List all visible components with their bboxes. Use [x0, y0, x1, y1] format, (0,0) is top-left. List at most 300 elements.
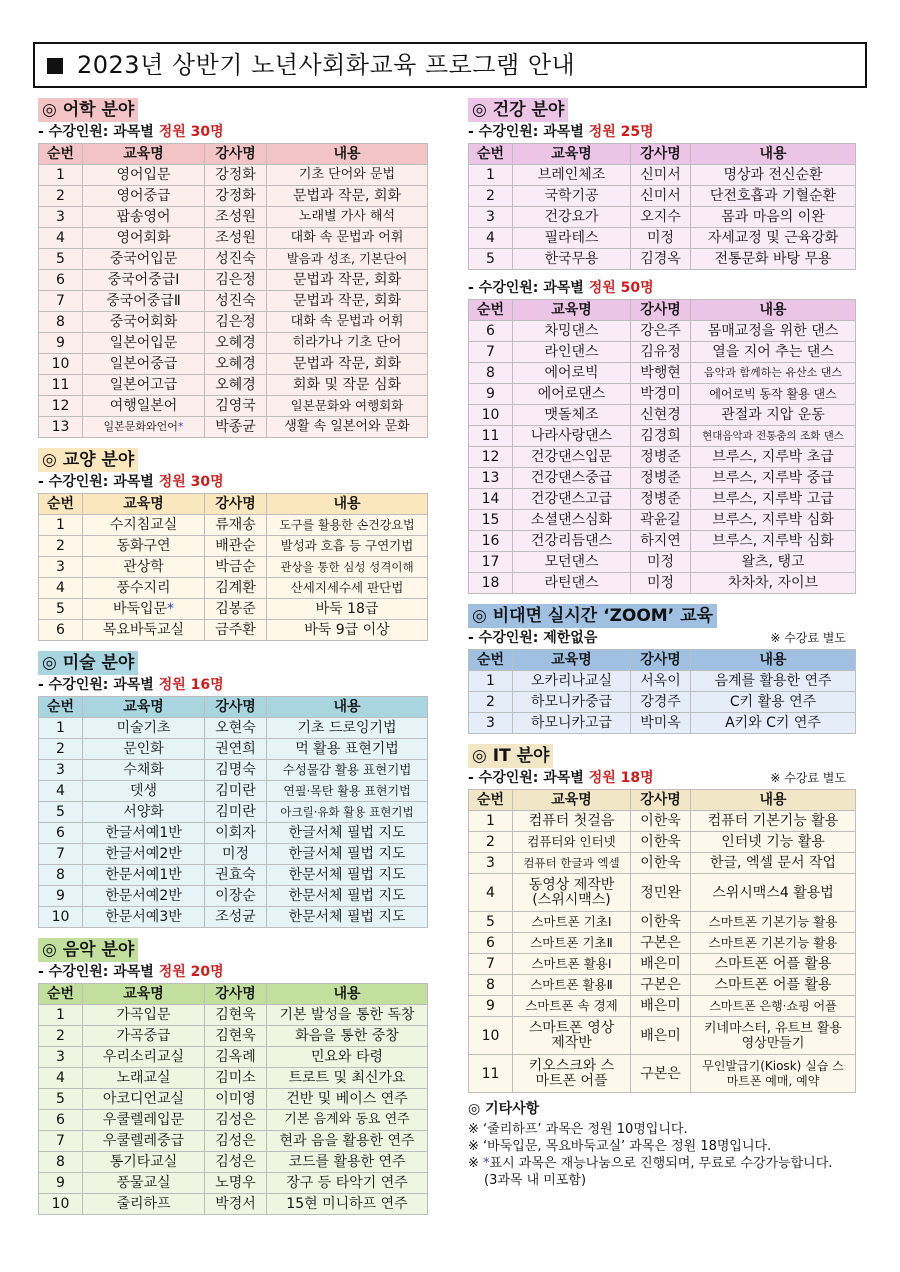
course-content: 브루스, 지루박 심화	[691, 510, 856, 531]
row-number: 4	[39, 1068, 83, 1089]
row-number: 5	[39, 802, 83, 823]
course-name: 필라테스	[513, 228, 631, 249]
course-name: 라틴댄스	[513, 573, 631, 594]
teacher-name: 김성은	[205, 1131, 267, 1152]
right-column	[468, 96, 856, 1189]
table-row	[469, 832, 856, 853]
course-content: 브루스, 지루박 중급	[691, 468, 856, 489]
teacher-name: 신미서	[631, 165, 691, 186]
teacher-name: 배관순	[205, 536, 267, 557]
table-row	[469, 165, 856, 186]
teacher-name: 이장순	[205, 886, 267, 907]
teacher-name: 배은미	[631, 1017, 691, 1055]
enrollment-label: - 수강인원: 과목별	[38, 474, 154, 490]
teacher-name: 하지연	[631, 531, 691, 552]
course-content: 스마트폰 기본기능 활용	[691, 933, 856, 954]
section-music	[38, 936, 428, 1215]
section-title: ◎ 미술 분야	[38, 651, 138, 675]
table-row	[39, 312, 428, 333]
row-number: 4	[39, 228, 83, 249]
course-content: 기초 드로잉기법	[267, 718, 428, 739]
course-name: 우쿨렐레중급	[83, 1131, 205, 1152]
row-number: 9	[469, 996, 513, 1017]
row-number: 14	[469, 489, 513, 510]
teacher-name: 이한욱	[631, 832, 691, 853]
enrollment-info	[468, 768, 856, 789]
row-number: 7	[39, 844, 83, 865]
course-content	[691, 1055, 856, 1093]
course-content: 기본 발성을 통한 독창	[267, 1005, 428, 1026]
row-number: 3	[39, 760, 83, 781]
teacher-name: 김유정	[631, 342, 691, 363]
header-teacher: 강사명	[205, 494, 267, 515]
misc-mark: ※	[468, 1156, 479, 1171]
row-number: 4	[469, 228, 513, 249]
star-icon: *	[167, 601, 175, 617]
table-row	[39, 1173, 428, 1194]
health-table	[468, 299, 856, 594]
row-number: 2	[469, 692, 513, 713]
course-name-text: 바둑입문	[112, 601, 168, 617]
table-header-row	[469, 790, 856, 811]
star-icon: *	[483, 1156, 490, 1171]
row-number: 2	[39, 1026, 83, 1047]
course-name: 스마트폰 기초Ⅰ	[513, 912, 631, 933]
row-number: 5	[39, 249, 83, 270]
table-row	[469, 1017, 856, 1055]
course-name	[513, 874, 631, 912]
course-content: 기초 단어와 문법	[267, 165, 428, 186]
header-course: 교육명	[513, 300, 631, 321]
row-number: 3	[39, 207, 83, 228]
row-number: 11	[469, 1055, 513, 1093]
teacher-name: 김명숙	[205, 760, 267, 781]
row-number: 1	[469, 811, 513, 832]
teacher-name: 구본은	[631, 933, 691, 954]
teacher-name: 김은정	[205, 312, 267, 333]
teacher-name: 박경미	[631, 384, 691, 405]
course-name: 가곡중급	[83, 1026, 205, 1047]
course-name: 일본어중급	[83, 354, 205, 375]
course-content: 노래별 가사 해석	[267, 207, 428, 228]
table-row	[469, 468, 856, 489]
enrollment-info	[38, 675, 428, 696]
row-number: 6	[469, 321, 513, 342]
teacher-name: 정병준	[631, 489, 691, 510]
row-number: 3	[39, 1047, 83, 1068]
row-number: 10	[469, 405, 513, 426]
table-row	[39, 1047, 428, 1068]
teacher-name: 성진숙	[205, 291, 267, 312]
course-name: 영어입문	[83, 165, 205, 186]
row-number: 16	[469, 531, 513, 552]
section-lang	[38, 96, 428, 438]
misc-notes	[468, 1101, 856, 1189]
table-row	[39, 417, 428, 438]
course-name: 관상학	[83, 557, 205, 578]
course-content: 기본 음계와 동요 연주	[267, 1110, 428, 1131]
table-row	[39, 802, 428, 823]
course-content: 스마트폰 은행·쇼핑 어플	[691, 996, 856, 1017]
table-row	[39, 718, 428, 739]
row-number: 7	[39, 291, 83, 312]
teacher-name: 김영국	[205, 396, 267, 417]
fee-note: ※ 수강료 별도	[770, 631, 846, 645]
teacher-name: 박미옥	[631, 713, 691, 734]
course-content: 화음을 통한 중창	[267, 1026, 428, 1047]
teacher-name: 오현숙	[205, 718, 267, 739]
row-number: 7	[469, 342, 513, 363]
table-row	[39, 781, 428, 802]
row-number: 8	[39, 865, 83, 886]
row-number: 8	[469, 975, 513, 996]
teacher-name: 정민완	[631, 874, 691, 912]
table-row	[39, 291, 428, 312]
course-content: 관절과 지압 운동	[691, 405, 856, 426]
course-name: 중국어회화	[83, 312, 205, 333]
course-name: 건강댄스중급	[513, 468, 631, 489]
course-name: 스마트폰 활용Ⅰ	[513, 954, 631, 975]
table-header-row	[469, 650, 856, 671]
enrollment-info	[468, 628, 856, 649]
misc-title: ◎ 기타사항	[468, 1101, 540, 1117]
teacher-name: 김미소	[205, 1068, 267, 1089]
teacher-name: 김현욱	[205, 1026, 267, 1047]
capacity-value: 정원 16명	[158, 677, 224, 693]
table-row	[39, 1026, 428, 1047]
table-row	[39, 375, 428, 396]
course-content: 스위시맥스4 활용법	[691, 874, 856, 912]
course-content: 브루스, 지루박 고급	[691, 489, 856, 510]
table-row	[39, 354, 428, 375]
course-content: 일본문화와 여행회화	[267, 396, 428, 417]
row-number: 10	[39, 1194, 83, 1215]
row-number: 4	[469, 874, 513, 912]
row-number: 12	[39, 396, 83, 417]
row-number: 8	[39, 1152, 83, 1173]
teacher-name: 박금순	[205, 557, 267, 578]
table-row	[469, 912, 856, 933]
header-no: 순번	[469, 650, 513, 671]
course-name: 영어회화	[83, 228, 205, 249]
health-table	[468, 143, 856, 270]
table-row	[469, 342, 856, 363]
course-content: 대화 속 문법과 어휘	[267, 312, 428, 333]
course-content: 에어로빅 동작 활용 댄스	[691, 384, 856, 405]
table-row	[39, 249, 428, 270]
course-name: 한문서예3반	[83, 907, 205, 928]
table-row	[39, 536, 428, 557]
table-row	[469, 207, 856, 228]
row-number: 6	[39, 823, 83, 844]
course-name: 하모니카고급	[513, 713, 631, 734]
course-name: 동화구연	[83, 536, 205, 557]
square-bullet-icon	[47, 58, 63, 74]
table-row	[39, 886, 428, 907]
enrollment-info	[38, 472, 428, 493]
course-name: 에어로댄스	[513, 384, 631, 405]
course-name: 우리소리교실	[83, 1047, 205, 1068]
row-number: 9	[39, 333, 83, 354]
table-row	[469, 811, 856, 832]
row-number: 5	[39, 1089, 83, 1110]
teacher-name: 미정	[631, 228, 691, 249]
course-content: 몸과 마음의 이완	[691, 207, 856, 228]
course-name: 중국어중급Ⅱ	[83, 291, 205, 312]
teacher-name: 박경서	[205, 1194, 267, 1215]
course-name: 컴퓨터 첫걸음	[513, 811, 631, 832]
enrollment-info	[468, 122, 856, 143]
row-number: 10	[39, 354, 83, 375]
row-number: 7	[39, 1131, 83, 1152]
course-content: 수성물감 활용 표현기법	[267, 760, 428, 781]
table-row	[39, 578, 428, 599]
course-content: 도구를 활용한 손건강요법	[267, 515, 428, 536]
teacher-name: 미정	[631, 552, 691, 573]
course-content: 민요와 타령	[267, 1047, 428, 1068]
table-row	[39, 557, 428, 578]
teacher-name: 미정	[205, 844, 267, 865]
capacity-value: 정원 30명	[158, 124, 224, 140]
cell-text: 동영상 제작반 (스위시맥스)	[528, 876, 615, 908]
teacher-name: 조성원	[205, 228, 267, 249]
course-content: 열을 지어 추는 댄스	[691, 342, 856, 363]
table-header-row	[39, 697, 428, 718]
teacher-name: 김계환	[205, 578, 267, 599]
course-name: 소셜댄스심화	[513, 510, 631, 531]
teacher-name: 김은정	[205, 270, 267, 291]
capacity-value: 정원 20명	[158, 964, 224, 980]
enrollment-label: - 수강인원: 과목별	[38, 677, 154, 693]
row-number: 2	[39, 739, 83, 760]
teacher-name: 김미란	[205, 802, 267, 823]
course-content: 한글, 엑셀 문서 작업	[691, 853, 856, 874]
row-number: 4	[39, 578, 83, 599]
course-content: 히라가나 기초 단어	[267, 333, 428, 354]
row-number: 12	[469, 447, 513, 468]
table-row	[469, 954, 856, 975]
header-teacher: 강사명	[205, 697, 267, 718]
course-name: 문인화	[83, 739, 205, 760]
course-content: 현과 음을 활용한 연주	[267, 1131, 428, 1152]
header-teacher: 강사명	[205, 144, 267, 165]
header-course: 교육명	[513, 790, 631, 811]
row-number: 6	[39, 270, 83, 291]
course-name-text: 일본문화와언어	[103, 420, 178, 433]
teacher-name: 성진숙	[205, 249, 267, 270]
table-row	[469, 692, 856, 713]
course-content: 현대음악과 전통춤의 조화 댄스	[691, 426, 856, 447]
row-number: 11	[39, 375, 83, 396]
course-name: 목요바둑교실	[83, 620, 205, 641]
teacher-name: 권연희	[205, 739, 267, 760]
course-name: 뎃생	[83, 781, 205, 802]
section-culture	[38, 446, 428, 641]
course-name	[83, 599, 205, 620]
teacher-name: 구본은	[631, 1055, 691, 1093]
section-art	[38, 649, 428, 928]
teacher-name: 김경옥	[631, 249, 691, 270]
row-number: 10	[39, 907, 83, 928]
table-row	[469, 510, 856, 531]
teacher-name: 이한욱	[631, 811, 691, 832]
table-row	[39, 1194, 428, 1215]
row-number: 8	[469, 363, 513, 384]
cell-text: 키오스크와 스마트폰 어플	[528, 1057, 615, 1089]
course-content: 산세지세수세 판단법	[267, 578, 428, 599]
table-header-row	[39, 494, 428, 515]
table-header-row	[39, 144, 428, 165]
course-name: 풍물교실	[83, 1173, 205, 1194]
row-number: 3	[469, 853, 513, 874]
course-name: 나라사랑댄스	[513, 426, 631, 447]
course-name: 서양화	[83, 802, 205, 823]
table-row	[39, 1152, 428, 1173]
course-content: 건반 및 베이스 연주	[267, 1089, 428, 1110]
table-row	[469, 228, 856, 249]
course-name: 일본어고급	[83, 375, 205, 396]
course-name: 한글서예2반	[83, 844, 205, 865]
course-content: 문법과 작문, 회화	[267, 186, 428, 207]
misc-line-1: ※ ‘줄리하프’ 과목은 정원 10명입니다.	[468, 1122, 688, 1137]
teacher-name: 정병준	[631, 468, 691, 489]
table-row	[39, 1089, 428, 1110]
enrollment-label: - 수강인원: 과목별	[38, 964, 154, 980]
misc-line-2: ※ ‘바둑입문, 목요바둑교실’ 과목은 정원 18명입니다.	[468, 1139, 772, 1154]
course-name: 풍수지리	[83, 578, 205, 599]
capacity-value: 정원 30명	[158, 474, 224, 490]
course-content: 장구 등 타악기 연주	[267, 1173, 428, 1194]
row-number: 13	[469, 468, 513, 489]
course-name: 한문서예1반	[83, 865, 205, 886]
header-no: 순번	[469, 300, 513, 321]
section-zoom	[468, 602, 856, 734]
course-content: C키 활용 연주	[691, 692, 856, 713]
row-number: 2	[39, 186, 83, 207]
course-content: 인터넷 기능 활용	[691, 832, 856, 853]
course-content: 왈츠, 탱고	[691, 552, 856, 573]
table-row	[39, 207, 428, 228]
teacher-name: 오혜경	[205, 354, 267, 375]
enrollment-label: - 수강인원: 과목별	[468, 124, 584, 140]
course-content: 코드를 활용한 연주	[267, 1152, 428, 1173]
table-row	[469, 996, 856, 1017]
table-row	[469, 853, 856, 874]
course-name: 스마트폰 기초Ⅱ	[513, 933, 631, 954]
table-row	[39, 165, 428, 186]
teacher-name: 노명우	[205, 1173, 267, 1194]
row-number: 1	[39, 165, 83, 186]
header-content: 내용	[691, 790, 856, 811]
row-number: 18	[469, 573, 513, 594]
course-content: 아크릴·유화 활용 표현기법	[267, 802, 428, 823]
culture-table	[38, 493, 428, 641]
course-name: 수채화	[83, 760, 205, 781]
course-name: 스마트폰 활용Ⅱ	[513, 975, 631, 996]
table-row	[469, 384, 856, 405]
course-name: 국학기공	[513, 186, 631, 207]
row-number: 7	[469, 954, 513, 975]
teacher-name: 배은미	[631, 954, 691, 975]
teacher-name: 오혜경	[205, 333, 267, 354]
course-name: 건강리듬댄스	[513, 531, 631, 552]
table-row	[39, 228, 428, 249]
section-title: ◎ 교양 분야	[38, 448, 138, 472]
course-content: 먹 활용 표현기법	[267, 739, 428, 760]
row-number: 8	[39, 312, 83, 333]
row-number: 2	[469, 186, 513, 207]
course-content: 명상과 전신순환	[691, 165, 856, 186]
it-table	[468, 789, 856, 1093]
teacher-name: 구본은	[631, 975, 691, 996]
table-row	[39, 865, 428, 886]
capacity-value: 정원 18명	[588, 770, 654, 786]
zoom-table	[468, 649, 856, 734]
teacher-name: 박행현	[631, 363, 691, 384]
star-icon: *	[177, 420, 184, 433]
row-number: 6	[39, 1110, 83, 1131]
course-name: 통기타교실	[83, 1152, 205, 1173]
header-content: 내용	[267, 144, 428, 165]
teacher-name: 김현욱	[205, 1005, 267, 1026]
course-name: 건강댄스고급	[513, 489, 631, 510]
header-content: 내용	[267, 984, 428, 1005]
row-number: 9	[39, 886, 83, 907]
teacher-name: 김성은	[205, 1152, 267, 1173]
row-number: 5	[39, 599, 83, 620]
course-name: 라인댄스	[513, 342, 631, 363]
table-row	[469, 933, 856, 954]
teacher-name: 이미영	[205, 1089, 267, 1110]
table-row	[469, 531, 856, 552]
table-row	[469, 975, 856, 996]
cell-text: 스마트폰 영상제작반	[528, 1019, 615, 1051]
section-title: ◎ 어학 분야	[38, 98, 138, 122]
course-name: 수지침교실	[83, 515, 205, 536]
course-content: 자세교정 및 근육강화	[691, 228, 856, 249]
header-content: 내용	[691, 144, 856, 165]
table-row	[469, 447, 856, 468]
section-health	[468, 96, 856, 594]
course-content: 발성과 호흡 등 구연기법	[267, 536, 428, 557]
misc-line-3	[468, 1155, 856, 1172]
course-content: 바둑 18급	[267, 599, 428, 620]
course-name: 건강요가	[513, 207, 631, 228]
course-content: 한문서체 필법 지도	[267, 886, 428, 907]
table-row	[39, 333, 428, 354]
teacher-name: 김성은	[205, 1110, 267, 1131]
teacher-name: 이한욱	[631, 912, 691, 933]
header-teacher: 강사명	[631, 790, 691, 811]
course-name: 가곡입문	[83, 1005, 205, 1026]
header-course: 교육명	[83, 984, 205, 1005]
cell-text: 무인발급기(Kiosk) 실습 스마트폰 예매, 예약	[702, 1058, 844, 1088]
teacher-name: 이회자	[205, 823, 267, 844]
section-title: ◎ 비대면 실시간 ‘ZOOM’ 교육	[468, 604, 717, 628]
course-content: 스마트폰 기본기능 활용	[691, 912, 856, 933]
row-number: 1	[469, 671, 513, 692]
table-row	[469, 405, 856, 426]
course-content: 음계를 활용한 연주	[691, 671, 856, 692]
enrollment-info	[468, 278, 856, 299]
fee-note: ※ 수강료 별도	[770, 771, 846, 785]
course-content: 전통문화 바탕 무용	[691, 249, 856, 270]
misc-line-4: (3과목 내 미포함)	[484, 1173, 587, 1188]
course-content: 브루스, 지루박 심화	[691, 531, 856, 552]
header-no: 순번	[39, 144, 83, 165]
course-content: 문법과 작문, 회화	[267, 354, 428, 375]
row-number: 11	[469, 426, 513, 447]
